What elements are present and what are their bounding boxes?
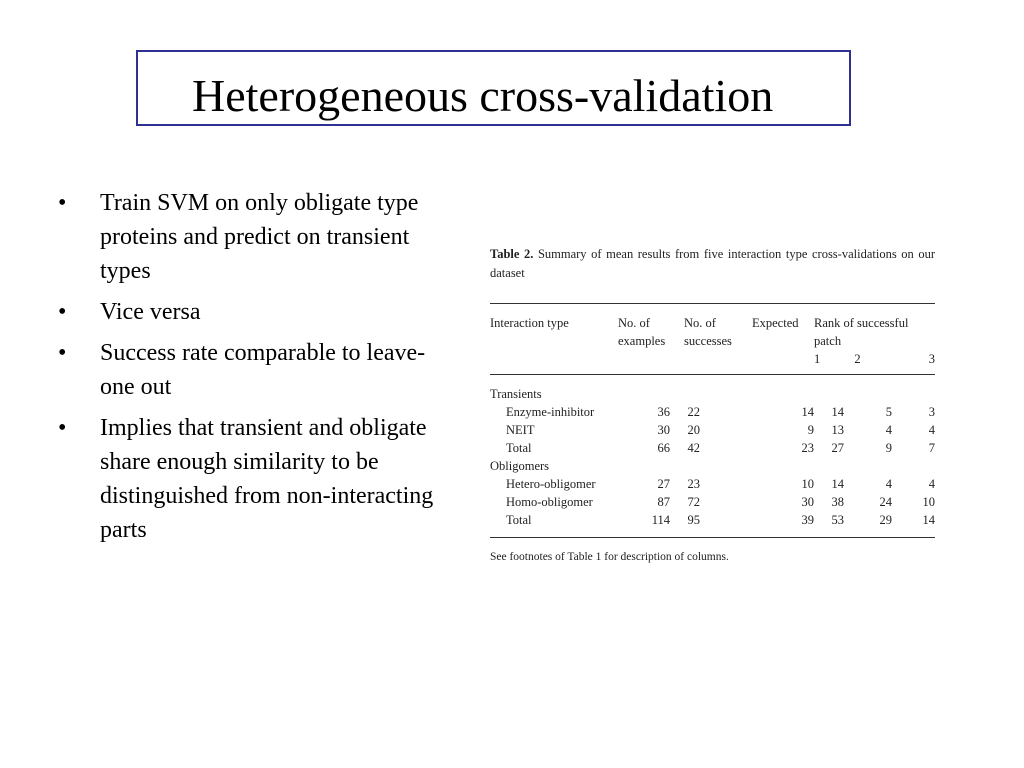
- header-expected: Expected: [752, 316, 799, 330]
- cell-rank2: 29: [879, 513, 892, 527]
- cell-rank1: 14: [831, 477, 844, 491]
- header-successes: No. of: [684, 316, 716, 330]
- header-rank: Rank of successful: [814, 316, 909, 330]
- header-interaction-type: Interaction type: [490, 316, 569, 330]
- cell-examples: 66: [657, 441, 670, 455]
- table-row: [490, 403, 935, 421]
- header-examples: No. of: [618, 316, 650, 330]
- cell-expected: 39: [801, 513, 814, 527]
- bullet-dot-icon: •: [58, 340, 67, 366]
- table-row: [490, 439, 935, 457]
- table-caption-label: Table 2.: [490, 247, 534, 261]
- table-body: [490, 375, 935, 537]
- group-label: Obligomers: [490, 459, 550, 473]
- header-rank-line2: patch: [814, 334, 842, 348]
- table-caption-text: Summary of mean results from five interaction type cross-validations on our dataset: [490, 247, 936, 280]
- header-row: [490, 314, 935, 332]
- cell-successes: 20: [687, 423, 700, 437]
- bullet-item: [56, 411, 436, 547]
- cell-rank3: 3: [928, 405, 936, 419]
- slide-title: Heterogeneous cross-validation: [192, 70, 774, 121]
- cell-examples: 36: [657, 405, 670, 419]
- cell-rank2: 5: [885, 405, 892, 419]
- bullet-list: [56, 186, 436, 554]
- bullet-text: Implies that transient and obligate share enough similarity to be distinguished from non-interacting parts: [100, 415, 434, 543]
- row-label: Homo-obligomer: [506, 495, 593, 509]
- table-figure: [490, 245, 935, 566]
- table-bottom-rule: [490, 537, 935, 538]
- cell-rank1: 14: [831, 405, 844, 419]
- cell-rank1: 38: [831, 495, 844, 509]
- cell-rank3: 7: [928, 441, 936, 455]
- table-row: [490, 511, 935, 529]
- cell-rank3: 10: [922, 495, 936, 509]
- bullet-dot-icon: •: [58, 190, 67, 216]
- cell-rank2: 4: [885, 477, 892, 491]
- header-row: [490, 332, 935, 350]
- cell-rank1: 13: [831, 423, 844, 437]
- bullet-item: [56, 336, 436, 404]
- row-label: Total: [506, 441, 532, 455]
- header-successes-line2: successes: [684, 334, 732, 348]
- row-label: Enzyme-inhibitor: [506, 405, 595, 419]
- cell-rank3: 4: [928, 423, 936, 437]
- cell-examples: 114: [651, 513, 670, 527]
- cell-expected: 23: [801, 441, 814, 455]
- group-row: [490, 385, 935, 403]
- header-examples-line2: examples: [618, 334, 666, 348]
- bullet-text: Train SVM on only obligate type proteins and predict on transient types: [100, 190, 419, 284]
- bullet-dot-icon: •: [58, 299, 67, 325]
- cell-successes: 72: [687, 495, 700, 509]
- cell-rank2: 4: [885, 423, 892, 437]
- header-rank-1: 1: [814, 352, 821, 366]
- cell-rank3: 4: [928, 477, 936, 491]
- cell-rank2: 24: [879, 495, 892, 509]
- cell-expected: 10: [801, 477, 814, 491]
- cell-rank2: 9: [885, 441, 892, 455]
- cell-expected: 30: [801, 495, 814, 509]
- cell-examples: 27: [657, 477, 670, 491]
- cell-rank1: 53: [831, 513, 844, 527]
- cell-rank1: 27: [831, 441, 844, 455]
- bullet-text: Vice versa: [100, 299, 201, 325]
- bullet-item: [56, 295, 436, 329]
- bullet-item: [56, 186, 436, 288]
- cell-expected: 9: [807, 423, 814, 437]
- table-row: [490, 493, 935, 511]
- group-label: Transients: [490, 387, 542, 401]
- bullet-dot-icon: •: [58, 415, 67, 441]
- header-rank-2: 2: [854, 352, 861, 366]
- cell-expected: 14: [801, 405, 814, 419]
- cell-examples: 87: [657, 495, 670, 509]
- table-footnote: See footnotes of Table 1 for description of columns.: [490, 551, 729, 563]
- table-row: [490, 475, 935, 493]
- table-row: [490, 421, 935, 439]
- header-rank-3: 3: [928, 352, 935, 366]
- cell-successes: 23: [687, 477, 700, 491]
- bullet-text: Success rate comparable to leave-one out: [100, 340, 426, 400]
- title-box: [136, 50, 851, 126]
- table-caption: [490, 245, 935, 283]
- row-label: NEIT: [506, 423, 535, 437]
- cell-successes: 22: [687, 405, 700, 419]
- header-row: [490, 350, 935, 368]
- cell-examples: 30: [657, 423, 670, 437]
- table-header: [490, 304, 935, 374]
- group-row: [490, 457, 935, 475]
- cell-successes: 95: [687, 513, 700, 527]
- cell-rank3: 14: [922, 513, 936, 527]
- row-label: Hetero-obligomer: [506, 477, 596, 491]
- row-label: Total: [506, 513, 532, 527]
- cell-successes: 42: [687, 441, 700, 455]
